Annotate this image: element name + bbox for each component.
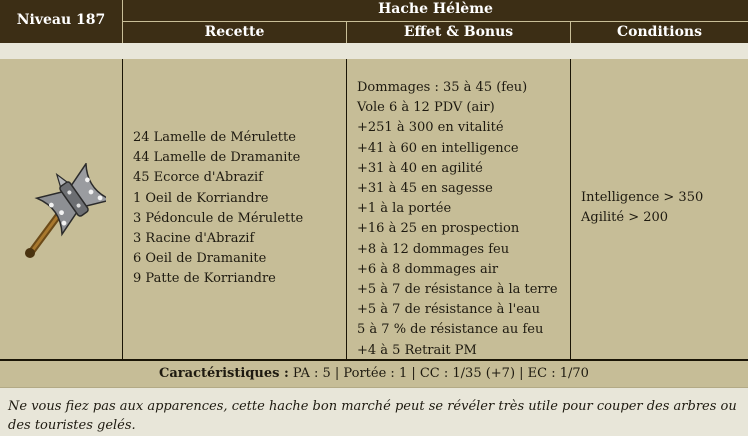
double-bladed-axe-icon — [14, 163, 106, 263]
effect-item: 5 à 7 % de résistance au feu — [357, 322, 544, 338]
recipe-list — [133, 128, 303, 290]
effect-item: +5 à 7 de résistance à l'eau — [357, 302, 541, 318]
column-header-recipe: Recette — [123, 22, 347, 43]
effect-item: +8 à 12 dommages feu — [357, 241, 510, 257]
column-header-effects: Effet & Bonus — [347, 22, 571, 43]
effect-item: +5 à 7 de résistance à la terre — [357, 282, 558, 298]
condition-item: Agilité > 200 — [581, 210, 669, 226]
conditions-list — [581, 188, 703, 228]
characteristics-label: Caractéristiques : — [159, 366, 289, 381]
characteristics-row — [0, 361, 748, 386]
recipe-item: 9 Patte de Korriandre — [133, 271, 276, 287]
recipe-item: 1 Oeil de Korriandre — [133, 190, 269, 206]
condition-item: Intelligence > 350 — [581, 190, 704, 205]
effect-item: +4 à 5 Retrait PM — [357, 342, 477, 358]
recipe-item: 6 Oeil de Dramanite — [133, 251, 267, 267]
recipe-cell — [123, 59, 347, 359]
effect-item: +1 à la portée — [357, 201, 452, 217]
effect-item: +251 à 300 en vitalité — [357, 120, 504, 136]
effects-cell — [347, 59, 571, 359]
effect-item: +16 à 25 en prospection — [357, 221, 520, 237]
recipe-item: 3 Pédoncule de Mérulette — [133, 210, 304, 226]
item-level: Niveau 187 — [0, 0, 123, 43]
separator-band — [0, 43, 748, 59]
item-description: Ne vous fiez pas aux apparences, cette hache bon marché peut se révéler très utile pour couper des arbres ou des touristes gelés. — [0, 387, 748, 436]
recipe-item: 24 Lamelle de Mérulette — [133, 130, 296, 145]
item-name: Hache Hélème — [123, 0, 748, 22]
effect-item: +31 à 45 en sagesse — [357, 181, 493, 197]
effect-item: +41 à 60 en intelligence — [357, 140, 519, 156]
effect-item: +31 à 40 en agilité — [357, 160, 483, 176]
effect-item: Vole 6 à 12 PDV (air) — [357, 100, 495, 116]
item-image-cell — [0, 59, 123, 359]
recipe-item: 3 Racine d'Abrazif — [133, 231, 255, 247]
column-header-conditions: Conditions — [617, 24, 702, 40]
effect-item: +6 à 8 dommages air — [357, 261, 499, 277]
characteristics-value: PA : 5 | Portée : 1 | CC : 1/35 (+7) | EC : 1/70 — [292, 366, 589, 381]
conditions-cell — [571, 59, 748, 359]
recipe-item: 44 Lamelle de Dramanite — [133, 150, 301, 166]
header — [0, 0, 748, 43]
effects-list — [357, 78, 558, 361]
effect-item: Dommages : 35 à 45 (feu) — [357, 80, 528, 95]
recipe-item: 45 Ecorce d'Abrazif — [133, 170, 263, 186]
